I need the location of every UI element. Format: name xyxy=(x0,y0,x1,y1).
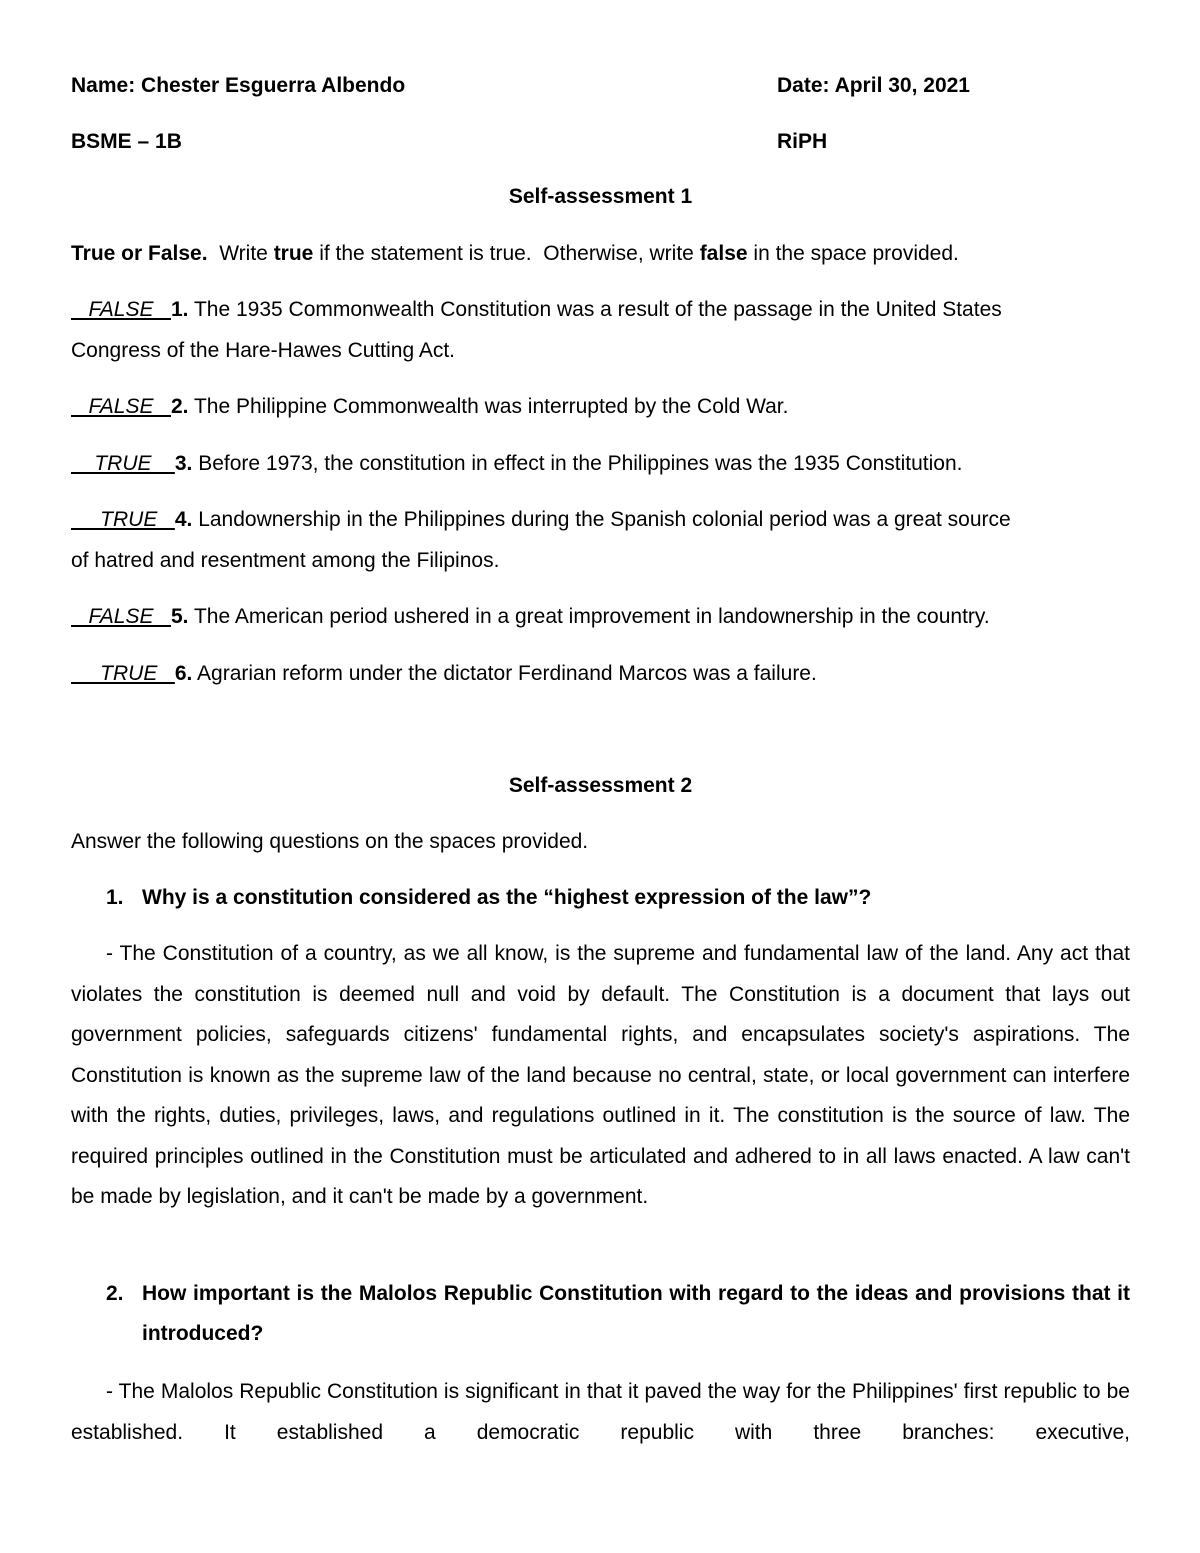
sa1-title: Self-assessment 1 xyxy=(508,185,693,208)
student-name: Name: Chester Esguerra Albendo xyxy=(71,74,406,97)
item-text: The 1935 Commonwealth Constitution was a result of the passage in the United States xyxy=(188,298,1002,321)
item-number: 2. xyxy=(170,395,189,418)
answer-1: - The Constitution of a country, as we all know, is the supreme and fundamental law of the land. Any act that violates the constitution is deemed null and void by default. The Constitution is a document that lays out government policies, safeguards citizens' fundamental rights, and encapsulates society's aspirations. The Constitution is known as the supreme law of the land because no central, state, or local government can interfere with the rights, duties, privileges, laws, and regulations outlined in it. The constitution is the source of law. The required principles outlined in the Constitution must be articulated and adhered to in all laws enacted. A law can't be made by legislation, and it can't be made by a government. xyxy=(71,942,1130,1208)
item-number: 4. xyxy=(174,508,193,531)
item-number: 6. xyxy=(174,662,193,685)
item-number: 3. xyxy=(174,452,193,475)
tf-item-3 xyxy=(71,444,1130,484)
question-number: 1. xyxy=(106,886,124,909)
tf-item-4-cont: of hatred and resentment among the Filipinos. xyxy=(71,549,500,572)
item-number: 1. xyxy=(170,298,189,321)
item-text: Landownership in the Philippines during the Spanish colonial period was a great source xyxy=(192,508,1011,531)
header-row-2 xyxy=(71,122,1130,162)
tf-item-1-cont: Congress of the Hare-Hawes Cutting Act. xyxy=(71,339,456,362)
item-text: The American period ushered in a great improvement in landownership in the country. xyxy=(188,605,990,628)
item-text: The Philippine Commonwealth was interrupted by the Cold War. xyxy=(188,395,789,418)
question-text: Why is a constitution considered as the “highest expression of the law”? xyxy=(142,886,872,909)
answer-blank: FALSE xyxy=(71,395,171,418)
tf-item-6 xyxy=(71,654,1130,694)
instr-part-c: in the space provided. xyxy=(747,242,959,265)
instr-bold: True or False. xyxy=(71,242,208,265)
header-row-1 xyxy=(71,66,1130,106)
tf-item-4 xyxy=(71,500,1130,540)
tf-item-2 xyxy=(71,387,1130,427)
instr-true: true xyxy=(273,242,314,265)
answer-blank: TRUE xyxy=(71,508,175,531)
instr-part-b: if the statement is true. Otherwise, write xyxy=(313,242,700,265)
item-text: Agrarian reform under the dictator Ferdinand Marcos was a failure. xyxy=(192,662,817,685)
item-text: Before 1973, the constitution in effect in the Philippines was the 1935 Constitution. xyxy=(192,452,963,475)
submission-date: Date: April 30, 2021 xyxy=(777,74,970,97)
item-number: 5. xyxy=(170,605,189,628)
question-2 xyxy=(106,1274,1130,1354)
answer-2: - The Malolos Republic Constitution is significant in that it paved the way for the Philippines' first republic to be established. It established a democratic republic with three branches: executive, xyxy=(71,1380,1130,1444)
answer-blank: FALSE xyxy=(71,605,171,628)
instr-false: false xyxy=(699,242,748,265)
answer-blank: FALSE xyxy=(71,298,171,321)
tf-item-1 xyxy=(71,290,1130,330)
sa2-instructions: Answer the following questions on the spaces provided. xyxy=(71,830,589,853)
answer-blank: TRUE xyxy=(71,452,175,475)
question-1 xyxy=(106,878,1130,918)
question-number: 2. xyxy=(106,1282,124,1305)
sa2-title: Self-assessment 2 xyxy=(508,774,693,797)
course: RiPH xyxy=(777,130,828,153)
answer-blank: TRUE xyxy=(71,662,175,685)
instr-part-a: Write xyxy=(207,242,274,265)
sa1-instructions xyxy=(71,234,1130,274)
question-text: How important is the Malolos Republic Constitution with regard to the ideas and provisions that it introduced? xyxy=(142,1282,1130,1345)
section: BSME – 1B xyxy=(71,130,182,153)
tf-item-5 xyxy=(71,597,1130,637)
